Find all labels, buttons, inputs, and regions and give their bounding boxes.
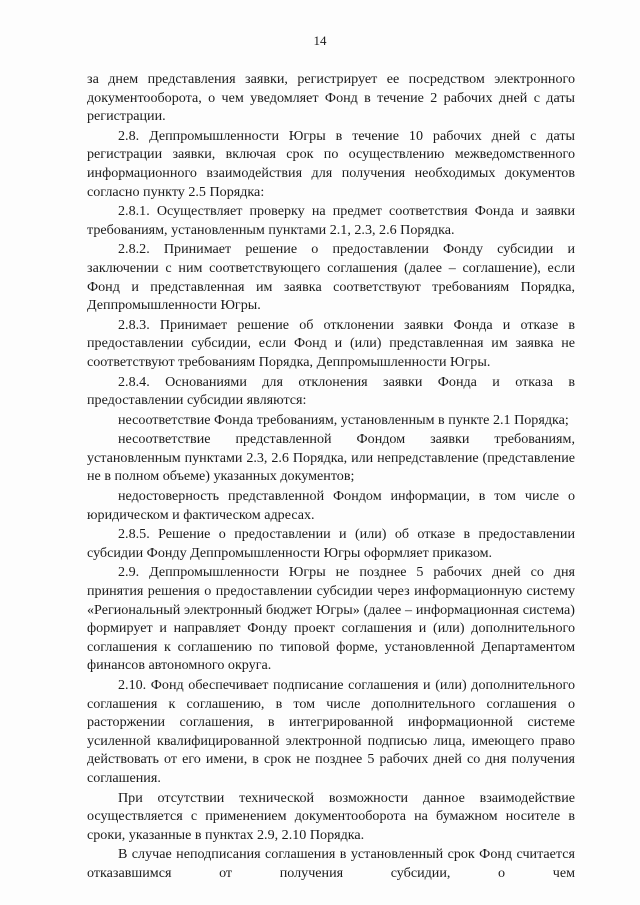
paragraph-no-technical-possibility: При отсутствии технической возможности данное взаимодействие осуществляется с применением документооборота на бумажном носителе в сроки, указанные в пунктах 2.9, 2.10 Порядка. <box>87 789 575 843</box>
paragraph-2-8: 2.8. Деппромышленности Югры в течение 10 рабочих дней с даты регистрации заявки, включая срок по осуществлению межведомственного информационного взаимодействия для получения необходимых документов согласно пункту 2.5 Порядка: <box>87 127 575 200</box>
paragraph-ground-2: несоответствие представленной Фондом заявки требованиям, установленным пунктами 2.3, 2.6 Порядка, или непредставление (представление не в полном объеме) указанных документов; <box>87 431 575 485</box>
paragraph-2-8-3: 2.8.3. Принимает решение об отклонении заявки Фонда и отказе в предоставлении субсидии, если Фонд и (или) представленная им заявка не соответствуют требованиям Порядка, Деппромышленности Югры. <box>87 316 575 370</box>
paragraph-ground-1: несоответствие Фонда требованиям, установленным в пункте 2.1 Порядка; <box>118 411 569 428</box>
paragraph-2-10: 2.10. Фонд обеспечивает подписание соглашения и (или) дополнительного соглашения к соглашению, в том числе дополнительного соглашения о расторжении соглашения, в интегрированной информационной системе усиленной квалифицированной электронной подписью лица, имеющего право действовать от его имени, в срок не позднее 5 рабочих дней со дня получения соглашения. <box>87 677 575 786</box>
paragraph-continuation: за днем представления заявки, регистрирует ее посредством электронного документооборота, о чем уведомляет Фонд в течение 2 рабочих дней с даты регистрации. <box>87 71 575 125</box>
paragraph-2-8-5: 2.8.5. Решение о предоставлении и (или) об отказе в предоставлении субсидии Фонду Деппромышленности Югры оформляет приказом. <box>87 526 575 561</box>
paragraph-2-8-4: 2.8.4. Основаниями для отклонения заявки Фонда и отказа в предоставлении субсидии являются: <box>87 373 575 409</box>
paragraph-2-8-2: 2.8.2. Принимает решение о предоставлении Фонду субсидии и заключении с ним соответствующего соглашения (далее – соглашение), если Фонд и представленная им заявка соответствуют требованиям Порядка, Деппромышленности Югры. <box>87 241 575 314</box>
document-body <box>87 70 575 883</box>
paragraph-2-8-1: 2.8.1. Осуществляет проверку на предмет соответствия Фонда и заявки требованиям, установленным пунктами 2.1, 2.3, 2.6 Порядка. <box>87 203 575 238</box>
paragraph-2-9: 2.9. Деппромышленности Югры не позднее 5 рабочих дней со дня принятия решения о предоставлении субсидии через информационную систему «Региональный электронный бюджет Югры» (далее – информационная система) формирует и направляет Фонду проект соглашения и (или) дополнительного соглашения к соглашению по типовой форме, установленной Департаментом финансов автономного округа. <box>87 564 575 674</box>
paragraph-non-signing: В случае неподписания соглашения в установленный срок Фонд считается отказавшимся от получения субсидии, о чем <box>87 846 575 881</box>
paragraph-ground-3: недостоверность представленной Фондом информации, в том числе о юридическом и фактическом адресах. <box>87 488 575 523</box>
page-number: 14 <box>313 33 327 48</box>
